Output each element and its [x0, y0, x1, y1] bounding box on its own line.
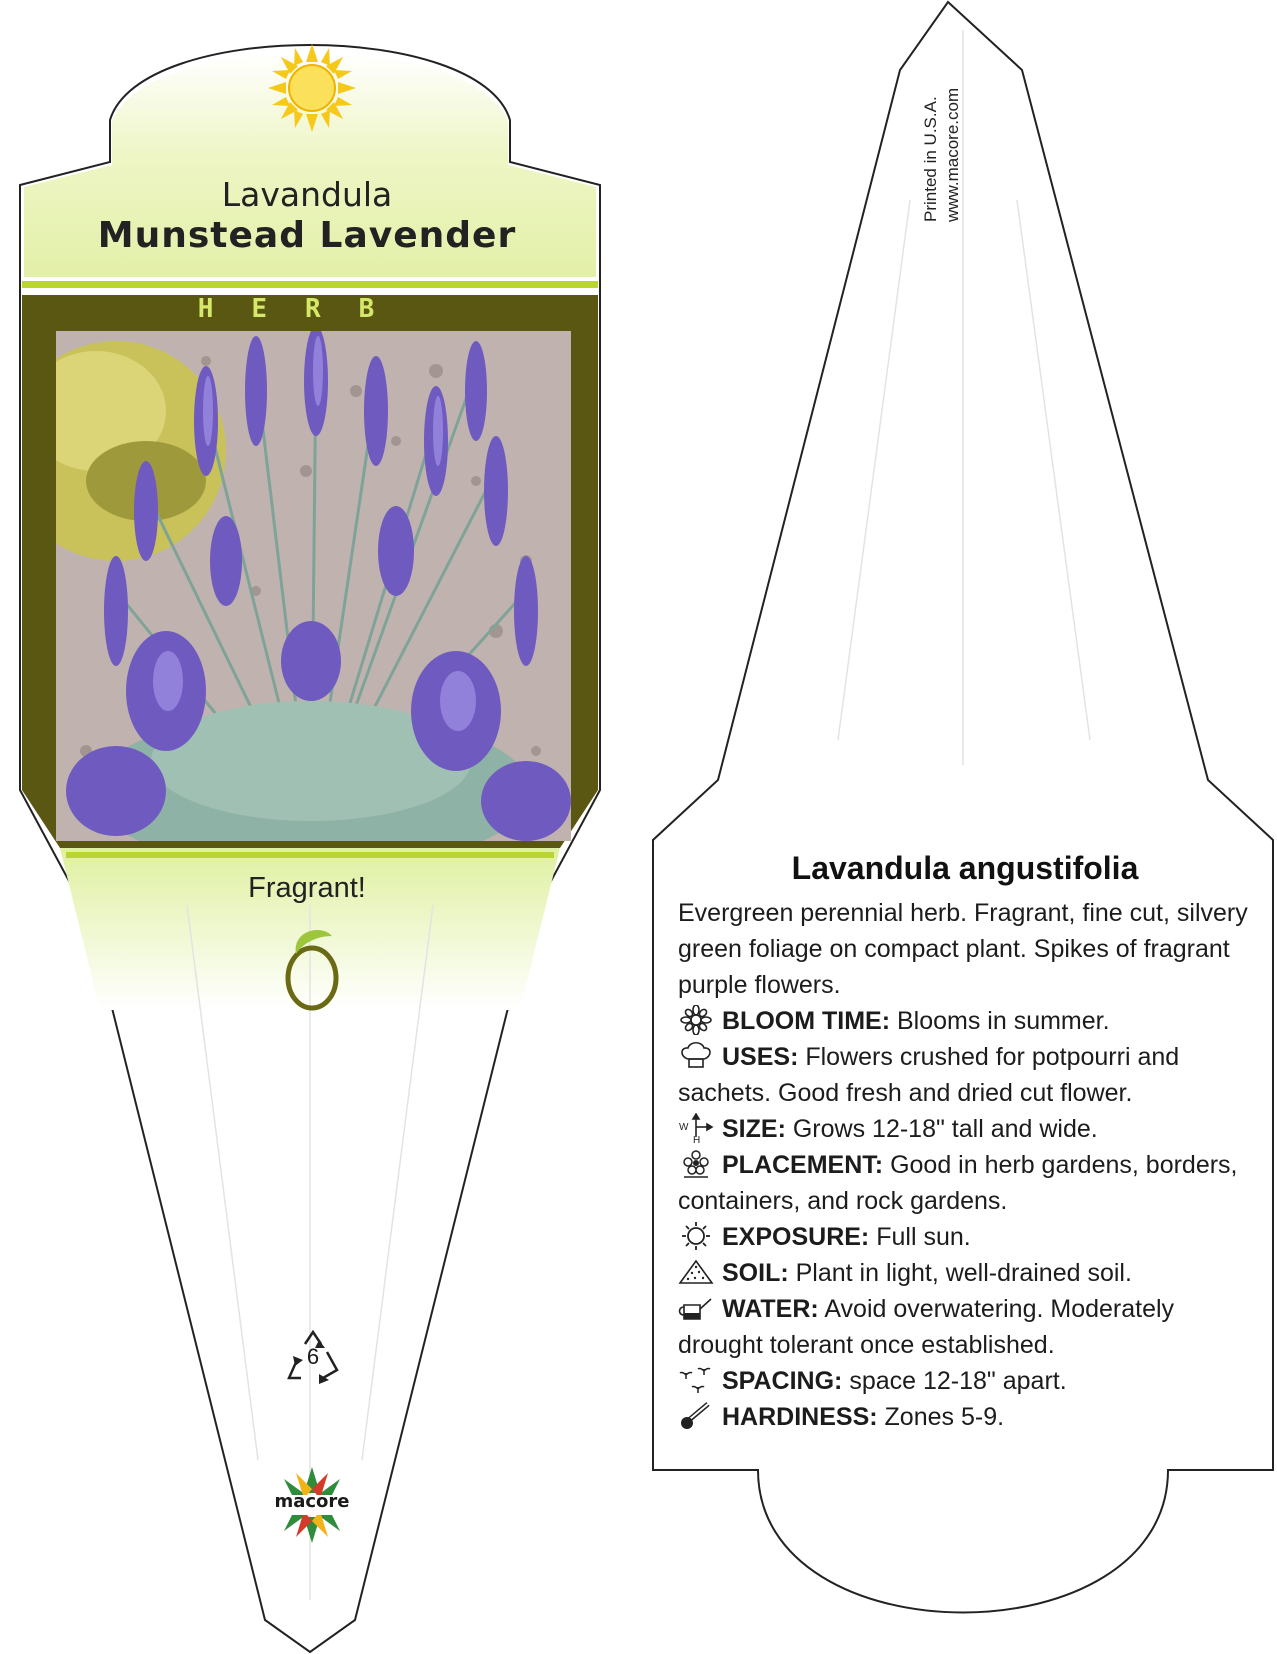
attr-value: Avoid overwatering. Moderately drought tolerant once established. — [678, 1295, 1175, 1359]
thermometer-icon — [678, 1401, 714, 1431]
attr-value: Blooms in summer. — [896, 1007, 1110, 1035]
attr-size — [678, 1111, 1253, 1147]
attr-value: space 12-18" apart. — [849, 1367, 1067, 1395]
seedlings-icon — [678, 1365, 714, 1395]
attr-label: SOIL: — [722, 1259, 789, 1287]
recycle-number: 6 — [306, 1344, 320, 1369]
attr-value: Plant in light, well-drained soil. — [795, 1259, 1132, 1287]
print-info — [921, 50, 975, 222]
attr-label: SPACING: — [722, 1367, 843, 1395]
attr-placement — [678, 1147, 1253, 1219]
attr-label: BLOOM TIME: — [722, 1007, 891, 1035]
care-info — [678, 895, 1253, 1435]
size-arrows-icon — [678, 1113, 714, 1143]
attr-value: Zones 5-9. — [884, 1403, 1005, 1431]
attr-bloom-time — [678, 1003, 1253, 1039]
attr-value: Good in herb gardens, borders, containers, and rock gardens. — [678, 1151, 1238, 1215]
attr-label: SIZE: — [722, 1115, 786, 1143]
header-accent-line — [22, 281, 598, 288]
attr-label: WATER: — [722, 1295, 819, 1323]
brand-logo — [262, 1465, 362, 1545]
website-text: www.macore.com — [943, 87, 962, 222]
attr-label: HARDINESS: — [722, 1403, 878, 1431]
botanical-name: Lavandula angustifolia — [791, 850, 1139, 886]
attr-label: EXPOSURE: — [722, 1223, 870, 1251]
attr-soil — [678, 1255, 1253, 1291]
brand-name: macore — [274, 1491, 350, 1512]
attr-spacing — [678, 1363, 1253, 1399]
attr-value: Flowers crushed for potpourri and sachets. Good fresh and dried cut flower. — [678, 1043, 1180, 1107]
attr-hardiness — [678, 1399, 1253, 1435]
feature-text: Fragrant! — [248, 872, 366, 904]
attr-uses — [678, 1039, 1253, 1111]
flower-cluster-icon — [678, 1149, 714, 1179]
recycle-code-icon — [283, 1330, 343, 1385]
soil-pile-icon — [678, 1257, 714, 1287]
size-h-letter: H — [693, 1135, 701, 1143]
flower-icon — [678, 1005, 714, 1035]
plant-photo — [56, 331, 571, 841]
attr-value: Grows 12-18" tall and wide. — [792, 1115, 1098, 1143]
description: Evergreen perennial herb. Fragrant, fine cut, silvery green foliage on compact plant. Spikes of fragrant purple flowers. — [678, 899, 1248, 999]
sun-outline-icon — [678, 1221, 714, 1251]
attr-label: USES: — [722, 1043, 799, 1071]
printed-in-text: Printed in U.S.A. — [921, 96, 940, 222]
genus-name: Lavandula — [221, 175, 393, 214]
common-name: Munstead Lavender — [97, 215, 517, 256]
sun-icon — [268, 44, 356, 132]
attr-water — [678, 1291, 1253, 1363]
attr-value: Full sun. — [876, 1223, 971, 1251]
size-w-letter: W — [679, 1122, 689, 1133]
band-accent-line — [66, 852, 554, 858]
attr-exposure — [678, 1219, 1253, 1255]
category-label: HERB — [197, 294, 413, 324]
attr-label: PLACEMENT: — [722, 1151, 884, 1179]
chef-hat-icon — [678, 1041, 714, 1071]
watering-can-icon — [678, 1293, 714, 1323]
